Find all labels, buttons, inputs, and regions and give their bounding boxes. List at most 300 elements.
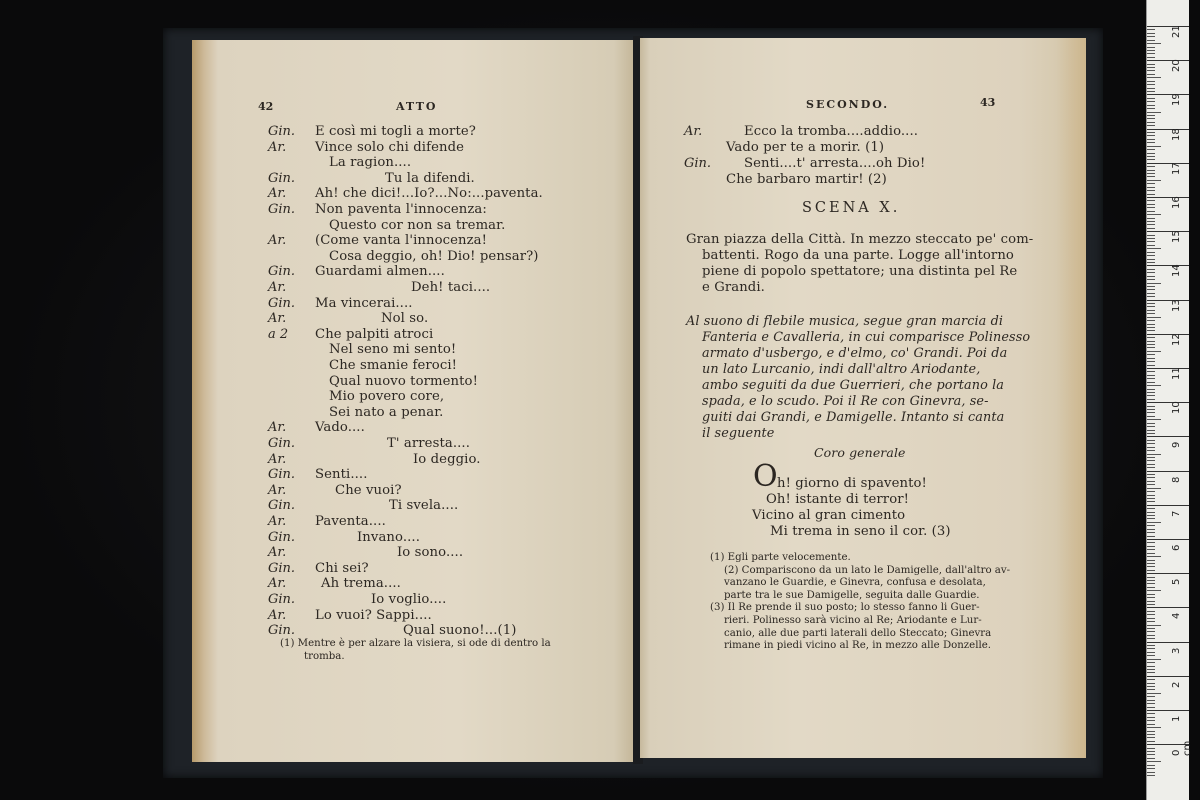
right-page-number: 43 bbox=[980, 96, 996, 109]
ruler-minor-tick bbox=[1147, 395, 1155, 396]
ruler-minor-tick bbox=[1147, 621, 1155, 622]
ruler-minor-tick bbox=[1147, 88, 1155, 89]
dialogue-line: Qual nuovo tormento! bbox=[329, 373, 478, 389]
dialogue-line: Io voglio.... bbox=[371, 592, 447, 607]
ruler-minor-tick bbox=[1147, 748, 1155, 749]
ruler-minor-tick bbox=[1147, 707, 1155, 708]
ruler-tick bbox=[1147, 471, 1189, 472]
ruler-label: 6 bbox=[1171, 544, 1182, 551]
chorus-line: h! giorno di spavento! bbox=[777, 476, 927, 491]
ruler-minor-tick bbox=[1147, 635, 1155, 636]
scene-title: SCENA X. bbox=[802, 200, 901, 216]
ruler-minor-tick bbox=[1147, 238, 1155, 239]
ruler-minor-tick bbox=[1147, 389, 1155, 390]
ruler-minor-tick bbox=[1147, 200, 1155, 201]
ruler-minor-tick bbox=[1147, 204, 1155, 205]
stage-direction-line: armato d'usbergo, e d'elmo, co' Grandi. Poi da bbox=[702, 346, 1008, 361]
ruler-minor-tick bbox=[1147, 337, 1155, 338]
ruler-minor-tick bbox=[1147, 310, 1155, 311]
ruler-label: 13 bbox=[1171, 298, 1182, 312]
ruler-minor-tick bbox=[1147, 570, 1155, 571]
ruler-tick bbox=[1147, 60, 1189, 61]
stage-direction-line: il seguente bbox=[702, 426, 775, 441]
ruler-minor-tick bbox=[1147, 392, 1155, 393]
ruler-label: 5 bbox=[1171, 578, 1182, 586]
ruler-tick bbox=[1147, 368, 1189, 369]
dialogue-line: Vince solo chi difende bbox=[315, 139, 465, 155]
chorus-dropcap: O bbox=[753, 459, 778, 494]
ruler-minor-tick bbox=[1147, 330, 1155, 331]
ruler-minor-tick bbox=[1147, 737, 1155, 738]
ruler-minor-tick bbox=[1147, 81, 1155, 82]
ruler-minor-tick bbox=[1147, 36, 1155, 37]
ruler-minor-tick bbox=[1147, 146, 1161, 147]
ruler-minor-tick bbox=[1147, 283, 1161, 284]
ruler-label: 21 bbox=[1171, 25, 1182, 38]
ruler-minor-tick bbox=[1147, 618, 1155, 619]
ruler-minor-tick bbox=[1147, 351, 1161, 352]
ruler-minor-tick bbox=[1147, 354, 1155, 355]
ruler-minor-tick bbox=[1147, 655, 1155, 656]
ruler-minor-tick bbox=[1147, 549, 1155, 550]
ruler-minor-tick bbox=[1147, 156, 1155, 157]
ruler-minor-tick bbox=[1147, 279, 1155, 280]
ruler-minor-tick bbox=[1147, 423, 1155, 424]
ruler-tick bbox=[1147, 573, 1189, 574]
dialogue-line: Che barbaro martir! (2) bbox=[726, 172, 887, 187]
dialogue-line: Mio povero core, bbox=[329, 389, 445, 405]
ruler-minor-tick bbox=[1147, 293, 1155, 294]
ruler-minor-tick bbox=[1147, 457, 1155, 458]
ruler-minor-tick bbox=[1147, 577, 1155, 578]
ruler-minor-tick bbox=[1147, 139, 1155, 140]
ruler-minor-tick bbox=[1147, 484, 1155, 485]
ruler-minor-tick bbox=[1147, 467, 1155, 468]
ruler-minor-tick bbox=[1147, 645, 1155, 646]
ruler-minor-tick bbox=[1147, 689, 1155, 690]
ruler-minor-tick bbox=[1147, 474, 1155, 475]
dialogue-line: Tu la difendi. bbox=[385, 170, 475, 186]
ruler-tick bbox=[1147, 163, 1189, 164]
ruler-minor-tick bbox=[1147, 276, 1155, 277]
ruler-minor-tick bbox=[1147, 142, 1155, 143]
left-page-header: ATTO bbox=[396, 100, 438, 113]
ruler-minor-tick bbox=[1147, 190, 1155, 191]
ruler-minor-tick bbox=[1147, 498, 1155, 499]
ruler-minor-tick bbox=[1147, 347, 1155, 348]
ruler-minor-tick bbox=[1147, 460, 1155, 461]
right-page-header: SECONDO. bbox=[806, 98, 890, 111]
dialogue-line: T' arresta.... bbox=[387, 436, 470, 451]
ruler-minor-tick bbox=[1147, 477, 1155, 478]
ruler-tick bbox=[1147, 334, 1189, 335]
stage-direction-line: ambo seguiti da due Guerrieri, che portano la bbox=[702, 378, 1005, 393]
ruler-minor-tick bbox=[1147, 481, 1155, 482]
ruler-minor-tick bbox=[1147, 40, 1155, 41]
ruler-minor-tick bbox=[1147, 385, 1161, 386]
ruler-minor-tick bbox=[1147, 187, 1155, 188]
ruler-tick bbox=[1147, 26, 1189, 27]
ruler-minor-tick bbox=[1147, 443, 1155, 444]
ruler-minor-tick bbox=[1147, 170, 1155, 171]
ruler-label: 12 bbox=[1171, 333, 1182, 346]
ruler-minor-tick bbox=[1147, 672, 1155, 673]
footnote: rieri. Polinesso sarà vicino al Re; Ariodante e Lur- bbox=[724, 615, 982, 626]
ruler-minor-tick bbox=[1147, 751, 1155, 752]
ruler-minor-tick bbox=[1147, 105, 1155, 106]
ruler-tick bbox=[1147, 539, 1189, 540]
ruler-minor-tick bbox=[1147, 597, 1155, 598]
left-page-number: 42 bbox=[258, 100, 274, 113]
ruler-minor-tick bbox=[1147, 218, 1155, 219]
speaker-label: Gin. bbox=[268, 498, 296, 514]
dialogue-line: Non paventa l'innocenza: bbox=[315, 202, 487, 217]
ruler-minor-tick bbox=[1147, 518, 1155, 519]
ruler-label: 3 bbox=[1171, 647, 1182, 654]
ruler-minor-tick bbox=[1147, 508, 1155, 509]
ruler-minor-tick bbox=[1147, 775, 1155, 776]
ruler-minor-tick bbox=[1147, 590, 1161, 591]
speaker-label: Gin. bbox=[268, 467, 296, 483]
ruler-minor-tick bbox=[1147, 74, 1155, 75]
dialogue-line: Ecco la tromba....addio.... bbox=[744, 124, 919, 139]
ruler-label: 17 bbox=[1171, 162, 1182, 175]
ruler-minor-tick bbox=[1147, 214, 1161, 215]
ruler-minor-tick bbox=[1147, 50, 1155, 51]
footnote: (3) Il Re prende il suo posto; lo stesso fanno li Guer- bbox=[710, 602, 980, 614]
ruler-minor-tick bbox=[1147, 228, 1155, 229]
speaker-label: Gin. bbox=[268, 264, 296, 280]
dialogue-line: Che smanie feroci! bbox=[329, 358, 458, 373]
ruler-minor-tick bbox=[1147, 269, 1155, 270]
ruler-minor-tick bbox=[1147, 512, 1155, 513]
ruler-minor-tick bbox=[1147, 53, 1155, 54]
speaker-label: Ar. bbox=[268, 280, 287, 295]
ruler-tick bbox=[1147, 642, 1189, 643]
dialogue-line: Ah! che dici!...Io?...No:...paventa. bbox=[315, 186, 543, 202]
ruler-minor-tick bbox=[1147, 525, 1155, 526]
ruler-tick bbox=[1147, 505, 1189, 506]
speaker-label: Gin. bbox=[268, 560, 296, 576]
ruler-minor-tick bbox=[1147, 666, 1155, 667]
ruler-minor-tick bbox=[1147, 542, 1155, 543]
dialogue-line: Ah trema.... bbox=[321, 576, 401, 592]
ruler-minor-tick bbox=[1147, 115, 1155, 116]
ruler-minor-tick bbox=[1147, 601, 1155, 602]
ruler-minor-tick bbox=[1147, 648, 1155, 649]
ruler-minor-tick bbox=[1147, 491, 1155, 492]
ruler-minor-tick bbox=[1147, 272, 1155, 273]
ruler-tick bbox=[1147, 300, 1189, 301]
dialogue-line: Cosa deggio, oh! Dio! pensar?) bbox=[329, 248, 539, 264]
ruler-minor-tick bbox=[1147, 324, 1155, 325]
ruler-minor-tick bbox=[1147, 132, 1155, 133]
ruler-minor-tick bbox=[1147, 686, 1155, 687]
ruler-minor-tick bbox=[1147, 84, 1155, 85]
ruler-minor-tick bbox=[1147, 495, 1155, 496]
ruler-minor-tick bbox=[1147, 207, 1155, 208]
speaker-label: Gin. bbox=[268, 170, 296, 186]
speaker-label: Gin. bbox=[684, 156, 712, 171]
dialogue-line: Questo cor non sa tremar. bbox=[329, 217, 506, 233]
ruler-minor-tick bbox=[1147, 67, 1155, 68]
ruler-minor-tick bbox=[1147, 382, 1155, 383]
ruler-minor-tick bbox=[1147, 416, 1155, 417]
dialogue-line: Io sono.... bbox=[397, 545, 464, 561]
ruler-minor-tick bbox=[1147, 426, 1155, 427]
ruler-minor-tick bbox=[1147, 303, 1155, 304]
ruler-minor-tick bbox=[1147, 33, 1155, 34]
speaker-label: Ar. bbox=[268, 233, 287, 249]
ruler-minor-tick bbox=[1147, 713, 1155, 714]
speaker-label: Gin. bbox=[268, 124, 296, 139]
ruler-tick bbox=[1147, 265, 1189, 266]
ruler-minor-tick bbox=[1147, 440, 1155, 441]
ruler-minor-tick bbox=[1147, 447, 1155, 448]
scene-setting-line: battenti. Rogo da una parte. Logge all'intorno bbox=[702, 248, 1014, 263]
ruler-minor-tick bbox=[1147, 245, 1155, 246]
ruler-minor-tick bbox=[1147, 108, 1155, 109]
ruler-tick bbox=[1147, 676, 1189, 677]
speaker-label: Ar. bbox=[268, 139, 287, 155]
speaker-label: Gin. bbox=[268, 529, 296, 545]
ruler-minor-tick bbox=[1147, 118, 1155, 119]
ruler-minor-tick bbox=[1147, 306, 1155, 307]
ruler-minor-tick bbox=[1147, 772, 1155, 773]
ruler-minor-tick bbox=[1147, 235, 1155, 236]
ruler-minor-tick bbox=[1147, 361, 1155, 362]
dialogue-line: Io deggio. bbox=[413, 451, 481, 467]
footnote: (2) Compariscono da un lato le Damigelle, dall'altro av- bbox=[724, 564, 1011, 576]
ruler-minor-tick bbox=[1147, 631, 1155, 632]
footnote: canio, alle due parti laterali dello Steccato; Ginevra bbox=[724, 627, 992, 639]
footnote: (1) Egli parte velocemente. bbox=[710, 552, 851, 563]
dialogue-line: Invano.... bbox=[357, 529, 420, 545]
ruler-minor-tick bbox=[1147, 112, 1161, 113]
ruler-minor-tick bbox=[1147, 703, 1155, 704]
dialogue-line: Guardami almen.... bbox=[315, 264, 445, 280]
ruler-label: 16 bbox=[1171, 196, 1182, 209]
ruler-minor-tick bbox=[1147, 754, 1155, 755]
ruler-label: 15 bbox=[1171, 230, 1182, 244]
stage-direction-line: Al suono di flebile musica, segue gran marcia di bbox=[686, 314, 1004, 329]
ruler-minor-tick bbox=[1147, 659, 1161, 660]
ruler-tick bbox=[1147, 402, 1189, 403]
ruler-minor-tick bbox=[1147, 419, 1161, 420]
stage-direction-line: Fanteria e Cavalleria, in cui comparisce Polinesso bbox=[702, 330, 1031, 345]
ruler-minor-tick bbox=[1147, 454, 1161, 455]
ruler-minor-tick bbox=[1147, 536, 1155, 537]
ruler-label: 18 bbox=[1171, 127, 1182, 141]
dialogue-line: Deh! taci.... bbox=[411, 280, 491, 295]
dialogue-line: Nol so. bbox=[381, 311, 429, 327]
ruler-minor-tick bbox=[1147, 365, 1155, 366]
ruler-minor-tick bbox=[1147, 341, 1155, 342]
ruler-minor-tick bbox=[1147, 556, 1161, 557]
ruler-minor-tick bbox=[1147, 587, 1155, 588]
ruler-minor-tick bbox=[1147, 553, 1155, 554]
right-page bbox=[640, 38, 1086, 758]
dialogue-line: Senti.... bbox=[315, 467, 368, 483]
ruler-minor-tick bbox=[1147, 241, 1155, 242]
ruler-minor-tick bbox=[1147, 717, 1155, 718]
ruler-minor-tick bbox=[1147, 611, 1155, 612]
ruler-minor-tick bbox=[1147, 731, 1155, 732]
dialogue-line: Ma vincerai.... bbox=[315, 295, 413, 311]
ruler-minor-tick bbox=[1147, 122, 1155, 123]
ruler-label: 11 bbox=[1171, 367, 1182, 380]
ruler-minor-tick bbox=[1147, 614, 1155, 615]
ruler-minor-tick bbox=[1147, 638, 1155, 639]
ruler-minor-tick bbox=[1147, 515, 1155, 516]
ruler-minor-tick bbox=[1147, 720, 1155, 721]
ruler-minor-tick bbox=[1147, 679, 1155, 680]
dialogue-line: Senti....t' arresta....oh Dio! bbox=[744, 156, 926, 171]
speaker-label: a 2 bbox=[268, 326, 289, 342]
speaker-label: Ar. bbox=[268, 576, 287, 592]
dialogue-line: Vado.... bbox=[315, 420, 365, 436]
ruler-minor-tick bbox=[1147, 501, 1155, 502]
ruler-tick bbox=[1147, 94, 1189, 95]
ruler-minor-tick bbox=[1147, 159, 1155, 160]
dialogue-line: Paventa.... bbox=[315, 514, 386, 529]
ruler-minor-tick bbox=[1147, 70, 1155, 71]
ruler-minor-tick bbox=[1147, 173, 1155, 174]
dialogue-line: Nel seno mi sento! bbox=[329, 342, 457, 358]
ruler-minor-tick bbox=[1147, 47, 1155, 48]
ruler-minor-tick bbox=[1147, 412, 1155, 413]
ruler-minor-tick bbox=[1147, 532, 1155, 533]
ruler-minor-tick bbox=[1147, 522, 1161, 523]
chorus-line: Vicino al gran cimento bbox=[752, 508, 906, 523]
speaker-label: Ar. bbox=[684, 124, 703, 139]
chorus-line: Mi trema in seno il cor. (3) bbox=[770, 524, 951, 539]
ruler-minor-tick bbox=[1147, 628, 1155, 629]
ruler-minor-tick bbox=[1147, 176, 1155, 177]
ruler-minor-tick bbox=[1147, 180, 1161, 181]
ruler-minor-tick bbox=[1147, 29, 1155, 30]
ruler-minor-tick bbox=[1147, 166, 1155, 167]
stage-direction-line: un lato Lurcanio, indi dall'altro Ariodante, bbox=[702, 362, 981, 377]
dialogue-line: Che vuoi? bbox=[335, 482, 402, 498]
ruler-minor-tick bbox=[1147, 583, 1155, 584]
ruler-minor-tick bbox=[1147, 248, 1161, 249]
ruler-minor-tick bbox=[1147, 221, 1155, 222]
ruler-minor-tick bbox=[1147, 696, 1155, 697]
ruler-minor-tick bbox=[1147, 399, 1155, 400]
dialogue-line: E così mi togli a morte? bbox=[315, 124, 476, 139]
stage-direction-line: guiti dai Grandi, e Damigelle. Intanto si canta bbox=[702, 410, 1005, 425]
speaker-label: Ar. bbox=[268, 186, 287, 202]
speaker-label: Gin. bbox=[268, 436, 296, 451]
ruler-tick bbox=[1147, 436, 1189, 437]
ruler-minor-tick bbox=[1147, 153, 1155, 154]
ruler-minor-tick bbox=[1147, 669, 1155, 670]
ruler-minor-tick bbox=[1147, 371, 1155, 372]
ruler-tick bbox=[1147, 231, 1189, 232]
footnote: rimane in piedi vicino al Re, in mezzo alle Donzelle. bbox=[724, 640, 991, 652]
ruler-minor-tick bbox=[1147, 560, 1155, 561]
stage-direction-line: spada, e lo scudo. Poi il Re con Ginevra, se- bbox=[702, 394, 989, 409]
dialogue-line: Sei nato a penar. bbox=[329, 404, 444, 420]
scene-setting-line: piene di popolo spettatore; una distinta pel Re bbox=[702, 264, 1018, 279]
ruler-minor-tick bbox=[1147, 652, 1155, 653]
footnote: parte tra le sue Damigelle, seguita dalle Guardie. bbox=[724, 589, 980, 601]
ruler-minor-tick bbox=[1147, 758, 1155, 759]
ruler-minor-tick bbox=[1147, 566, 1155, 567]
ruler-label: 4 bbox=[1171, 613, 1182, 620]
speaker-label: Ar. bbox=[268, 451, 287, 467]
chorus-line: Oh! istante di terror! bbox=[766, 492, 910, 507]
ruler-label: 1 bbox=[1171, 715, 1182, 722]
ruler-minor-tick bbox=[1147, 700, 1155, 701]
scene-setting-line: Gran piazza della Città. In mezzo steccato pe' com- bbox=[686, 232, 1034, 247]
ruler-minor-tick bbox=[1147, 149, 1155, 150]
ruler-minor-tick bbox=[1147, 344, 1155, 345]
ruler-minor-tick bbox=[1147, 450, 1155, 451]
dialogue-line: Ti svela.... bbox=[389, 498, 459, 514]
ruler-minor-tick bbox=[1147, 64, 1155, 65]
speaker-label: Gin. bbox=[268, 295, 296, 311]
speaker-label: Ar. bbox=[268, 545, 287, 561]
ruler-label: 14 bbox=[1171, 264, 1182, 278]
footnote: vanzano le Guardie, e Ginevra, confusa e desolata, bbox=[724, 577, 986, 589]
ruler-minor-tick bbox=[1147, 259, 1155, 260]
ruler-label: 20 bbox=[1171, 59, 1182, 73]
speaker-label: Gin. bbox=[268, 623, 296, 639]
ruler-tick bbox=[1147, 197, 1189, 198]
speaker-label: Ar. bbox=[268, 482, 287, 498]
ruler-minor-tick bbox=[1147, 768, 1155, 769]
scene-setting-line: e Grandi. bbox=[702, 280, 765, 295]
ruler-minor-tick bbox=[1147, 125, 1155, 126]
ruler-minor-tick bbox=[1147, 135, 1155, 136]
ruler-minor-tick bbox=[1147, 765, 1155, 766]
dialogue-line: Lo vuoi? Sappi.... bbox=[315, 607, 432, 623]
speaker-label: Gin. bbox=[268, 202, 296, 217]
dialogue-line: (Come vanta l'innocenza! bbox=[315, 233, 488, 249]
ruler-minor-tick bbox=[1147, 430, 1155, 431]
ruler-minor-tick bbox=[1147, 296, 1155, 297]
ruler-minor-tick bbox=[1147, 580, 1155, 581]
ruler-label: 2 bbox=[1171, 681, 1182, 688]
footnote: tromba. bbox=[304, 651, 345, 662]
ruler-minor-tick bbox=[1147, 183, 1155, 184]
ruler-minor-tick bbox=[1147, 101, 1155, 102]
ruler-minor-tick bbox=[1147, 77, 1161, 78]
dialogue-line: Che palpiti atroci bbox=[315, 326, 434, 342]
ruler-label: 0 cm bbox=[1171, 740, 1193, 757]
ruler-minor-tick bbox=[1147, 98, 1155, 99]
ruler-minor-tick bbox=[1147, 327, 1155, 328]
ruler-tick bbox=[1147, 129, 1189, 130]
ruler-minor-tick bbox=[1147, 546, 1155, 547]
ruler-minor-tick bbox=[1147, 194, 1155, 195]
ruler-tick bbox=[1147, 710, 1189, 711]
ruler-minor-tick bbox=[1147, 563, 1155, 564]
speaker-label: Ar. bbox=[268, 514, 287, 529]
ruler-minor-tick bbox=[1147, 734, 1155, 735]
ruler-minor-tick bbox=[1147, 91, 1155, 92]
ruler-minor-tick bbox=[1147, 727, 1161, 728]
dialogue-line: Chi sei? bbox=[315, 560, 369, 576]
ruler-minor-tick bbox=[1147, 625, 1161, 626]
ruler-minor-tick bbox=[1147, 594, 1155, 595]
footnote: (1) Mentre è per alzare la visiera, si ode di dentro la bbox=[280, 638, 551, 649]
ruler-minor-tick bbox=[1147, 262, 1155, 263]
ruler-minor-tick bbox=[1147, 683, 1155, 684]
ruler-minor-tick bbox=[1147, 464, 1155, 465]
